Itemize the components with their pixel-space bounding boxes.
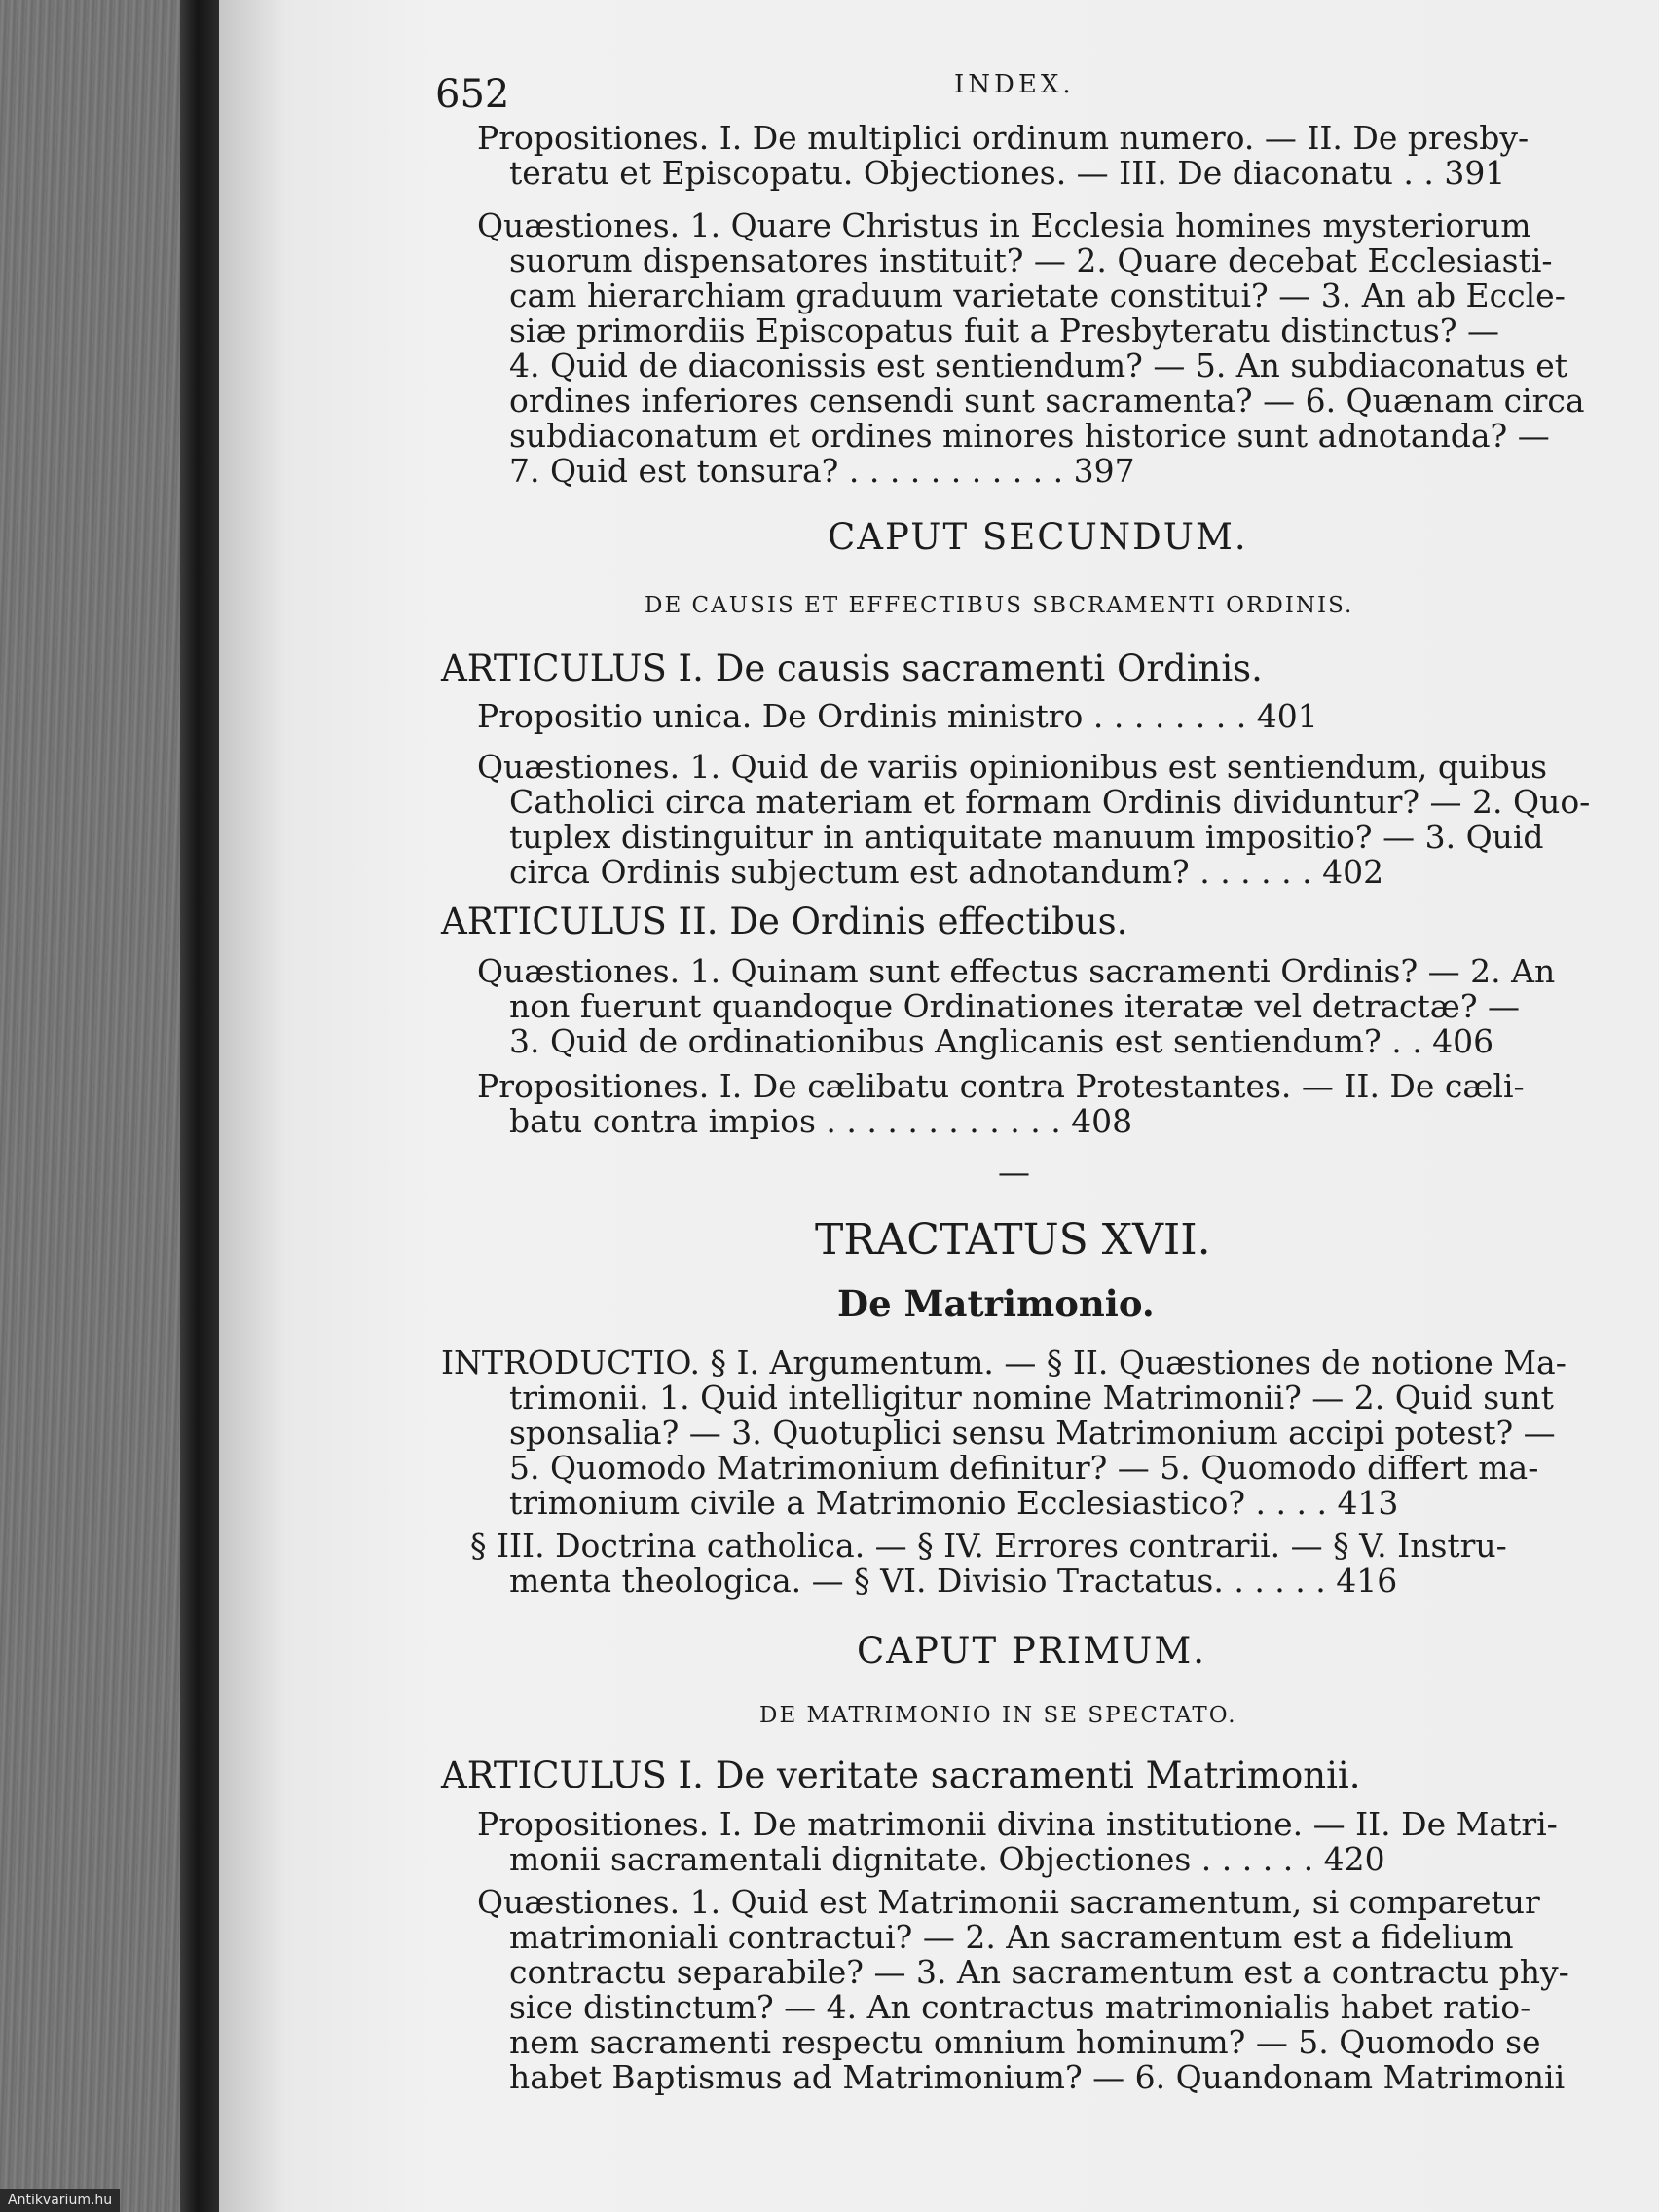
treatise-title: De Matrimonio. xyxy=(837,1282,1155,1325)
section-divider: — xyxy=(998,1153,1030,1191)
toc-line: 4. Quid de diaconissis est sentiendum? — 5. An subdiaconatus et xyxy=(509,347,1568,385)
toc-line: Propositiones. I. De multiplici ordinum numero. — II. De presby- xyxy=(477,119,1530,157)
toc-line: ordines inferiores censendi sunt sacramenta? — 6. Quænam circa xyxy=(509,382,1585,420)
toc-line: Catholici circa materiam et formam Ordinis dividuntur? — 2. Quo- xyxy=(509,783,1591,821)
toc-line: Quæstiones. 1. Quinam sunt effectus sacramenti Ordinis? — 2. An xyxy=(477,952,1556,990)
toc-line: Quæstiones. 1. Quid de variis opinionibus est sentiendum, quibus xyxy=(477,748,1548,786)
chapter-heading: CAPUT PRIMUM. xyxy=(857,1630,1206,1672)
toc-line: circa Ordinis subjectum est adnotandum? . . . . . . 402 xyxy=(509,853,1384,891)
running-head: INDEX. xyxy=(954,70,1075,99)
chapter-subheading: DE CAUSIS ET EFFECTIBUS SBCRAMENTI ORDINIS. xyxy=(645,593,1354,618)
toc-line: cam hierarchiam graduum varietate constitui? — 3. An ab Eccle- xyxy=(509,276,1566,314)
toc-line: trimonium civile a Matrimonio Ecclesiastico? . . . . 413 xyxy=(509,1484,1399,1522)
toc-line: siæ primordiis Episcopatus fuit a Presbyteratu distinctus? — xyxy=(509,312,1500,350)
book-page xyxy=(219,0,1659,2212)
toc-line: non fuerunt quandoque Ordinationes iteratæ vel detractæ? — xyxy=(509,987,1521,1025)
background-desk xyxy=(0,0,195,2212)
chapter-subheading: DE MATRIMONIO IN SE SPECTATO. xyxy=(759,1703,1237,1728)
toc-line: sponsalia? — 3. Quotuplici sensu Matrimonium accipi potest? — xyxy=(509,1414,1556,1452)
toc-line: 5. Quomodo Matrimonium definitur? — 5. Quomodo differt ma- xyxy=(509,1449,1539,1487)
toc-line: 3. Quid de ordinationibus Anglicanis est sentiendum? . . 406 xyxy=(509,1022,1494,1060)
toc-line: contractu separabile? — 3. An sacramentum est a contractu phy- xyxy=(509,1953,1569,1991)
toc-line: menta theologica. — § VI. Divisio Tractatus. . . . . . 416 xyxy=(509,1562,1398,1600)
toc-line: suorum dispensatores instituit? — 2. Quare decebat Ecclesiasti- xyxy=(509,241,1553,279)
treatise-heading: TRACTATUS XVII. xyxy=(815,1215,1211,1265)
article-heading: ARTICULUS I. De veritate sacramenti Matrimonii. xyxy=(441,1754,1361,1796)
toc-line: Propositiones. I. De cælibatu contra Protestantes. — II. De cæli- xyxy=(477,1067,1525,1105)
toc-line: trimonii. 1. Quid intelligitur nomine Matrimonii? — 2. Quid sunt xyxy=(509,1379,1554,1417)
toc-line: monii sacramentali dignitate. Objectiones . . . . . . 420 xyxy=(509,1840,1385,1878)
toc-line: subdiaconatum et ordines minores historice sunt adnotanda? — xyxy=(509,417,1550,455)
toc-line: teratu et Episcopatu. Objectiones. — III. De diaconatu . . 391 xyxy=(509,154,1506,192)
article-heading: ARTICULUS I. De causis sacramenti Ordinis. xyxy=(441,647,1263,689)
watermark: Antikvarium.hu xyxy=(0,2189,120,2212)
toc-line: matrimoniali contractui? — 2. An sacramentum est a fidelium xyxy=(509,1918,1514,1956)
toc-line: Propositio unica. De Ordinis ministro . . . . . . . . 401 xyxy=(477,697,1318,735)
toc-line: Quæstiones. 1. Quare Christus in Ecclesia homines mysteriorum xyxy=(477,206,1531,244)
toc-line: § III. Doctrina catholica. — § IV. Errores contrarii. — § V. Instru- xyxy=(470,1527,1507,1565)
toc-line: Propositiones. I. De matrimonii divina institutione. — II. De Matri- xyxy=(477,1805,1558,1843)
toc-line: INTRODUCTIO. § I. Argumentum. — § II. Quæstiones de notione Ma- xyxy=(441,1344,1567,1382)
toc-line: Quæstiones. 1. Quid est Matrimonii sacramentum, si comparetur xyxy=(477,1883,1540,1921)
toc-line: batu contra impios . . . . . . . . . . . . 408 xyxy=(509,1102,1133,1140)
toc-line: 7. Quid est tonsura? . . . . . . . . . . . 397 xyxy=(509,452,1135,490)
article-heading: ARTICULUS II. De Ordinis effectibus. xyxy=(441,901,1128,942)
toc-line: tuplex distinguitur in antiquitate manuum impositio? — 3. Quid xyxy=(509,818,1544,856)
book-gutter xyxy=(180,0,219,2212)
chapter-heading: CAPUT SECUNDUM. xyxy=(828,516,1248,558)
toc-line: nem sacramenti respectu omnium hominum? — 5. Quomodo se xyxy=(509,2023,1541,2061)
page-number: 652 xyxy=(435,72,510,117)
toc-line: habet Baptismus ad Matrimonium? — 6. Quandonam Matrimonii xyxy=(509,2058,1566,2096)
toc-line: sice distinctum? — 4. An contractus matrimonialis habet ratio- xyxy=(509,1988,1531,2026)
